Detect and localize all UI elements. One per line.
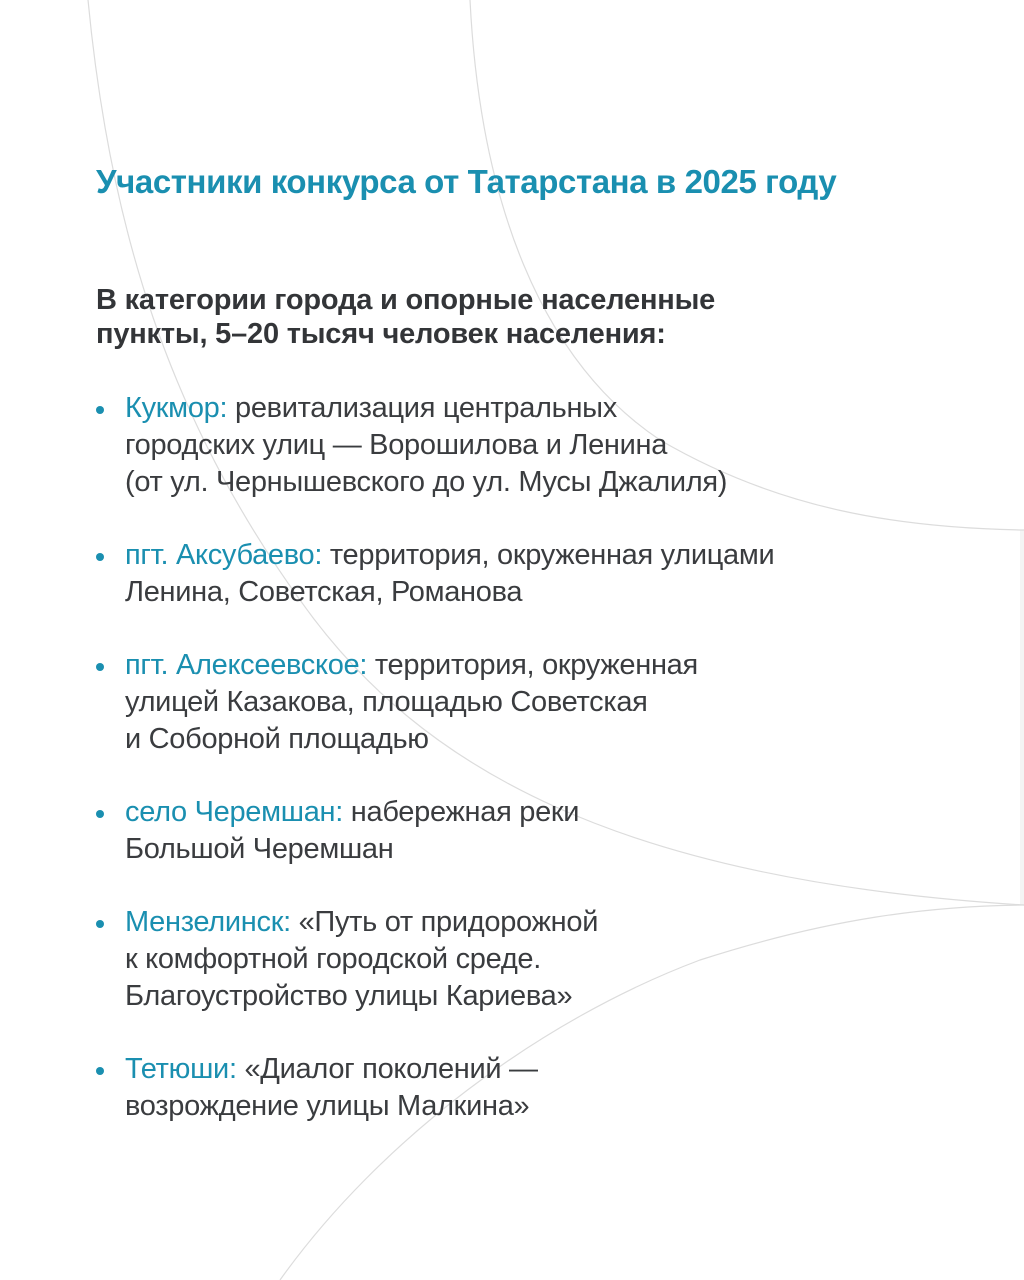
item-text: набережная реки [343, 796, 580, 828]
category-heading-line: В категории города и опорные населенные [96, 284, 716, 316]
list-item [96, 647, 976, 758]
item-text: возрождение улицы Малкина» [125, 1090, 530, 1122]
item-text: и Соборной площадью [125, 723, 429, 755]
place-name: Кукмор: [125, 392, 228, 424]
place-name: село Черемшан: [125, 796, 344, 828]
item-text: территория, окруженная [367, 649, 698, 681]
participants-list [96, 390, 976, 1125]
place-name: Мензелинск: [125, 906, 291, 938]
right-edge-panel [1020, 530, 1024, 905]
list-item [96, 390, 976, 501]
page-title: Участники конкурса от Татарстана в 2025 году [96, 163, 837, 200]
item-text: «Путь от придорожной [290, 906, 599, 938]
list-item [96, 904, 976, 1015]
item-text: Ленина, Советская, Романова [125, 576, 523, 608]
bullet-icon [96, 406, 104, 414]
bullet-icon [96, 663, 104, 671]
bullet-icon [96, 1067, 104, 1075]
item-text: (от ул. Чернышевского до ул. Мусы Джалиля) [125, 466, 728, 498]
place-name: пгт. Алексеевское: [125, 649, 368, 681]
list-item [96, 1051, 976, 1125]
bullet-icon [96, 553, 104, 561]
item-text: ревитализация центральных [227, 392, 617, 424]
item-text: улицей Казакова, площадью Советская [125, 686, 648, 718]
list-item [96, 537, 976, 611]
bullet-icon [96, 810, 104, 818]
item-text: Большой Черемшан [125, 833, 394, 865]
category-heading [96, 283, 856, 351]
category-heading-line: пункты, 5–20 тысяч человек населения: [96, 318, 666, 350]
place-name: Тетюши: [125, 1053, 237, 1085]
bullet-icon [96, 920, 104, 928]
item-text: «Диалог поколений — [236, 1053, 538, 1085]
item-text: территория, окруженная улицами [322, 539, 775, 571]
list-item [96, 794, 976, 868]
item-text: городских улиц — Ворошилова и Ленина [125, 429, 668, 461]
item-text: Благоустройство улицы Кариева» [125, 980, 573, 1012]
place-name: пгт. Аксубаево: [125, 539, 323, 571]
item-text: к комфортной городской среде. [125, 943, 542, 975]
